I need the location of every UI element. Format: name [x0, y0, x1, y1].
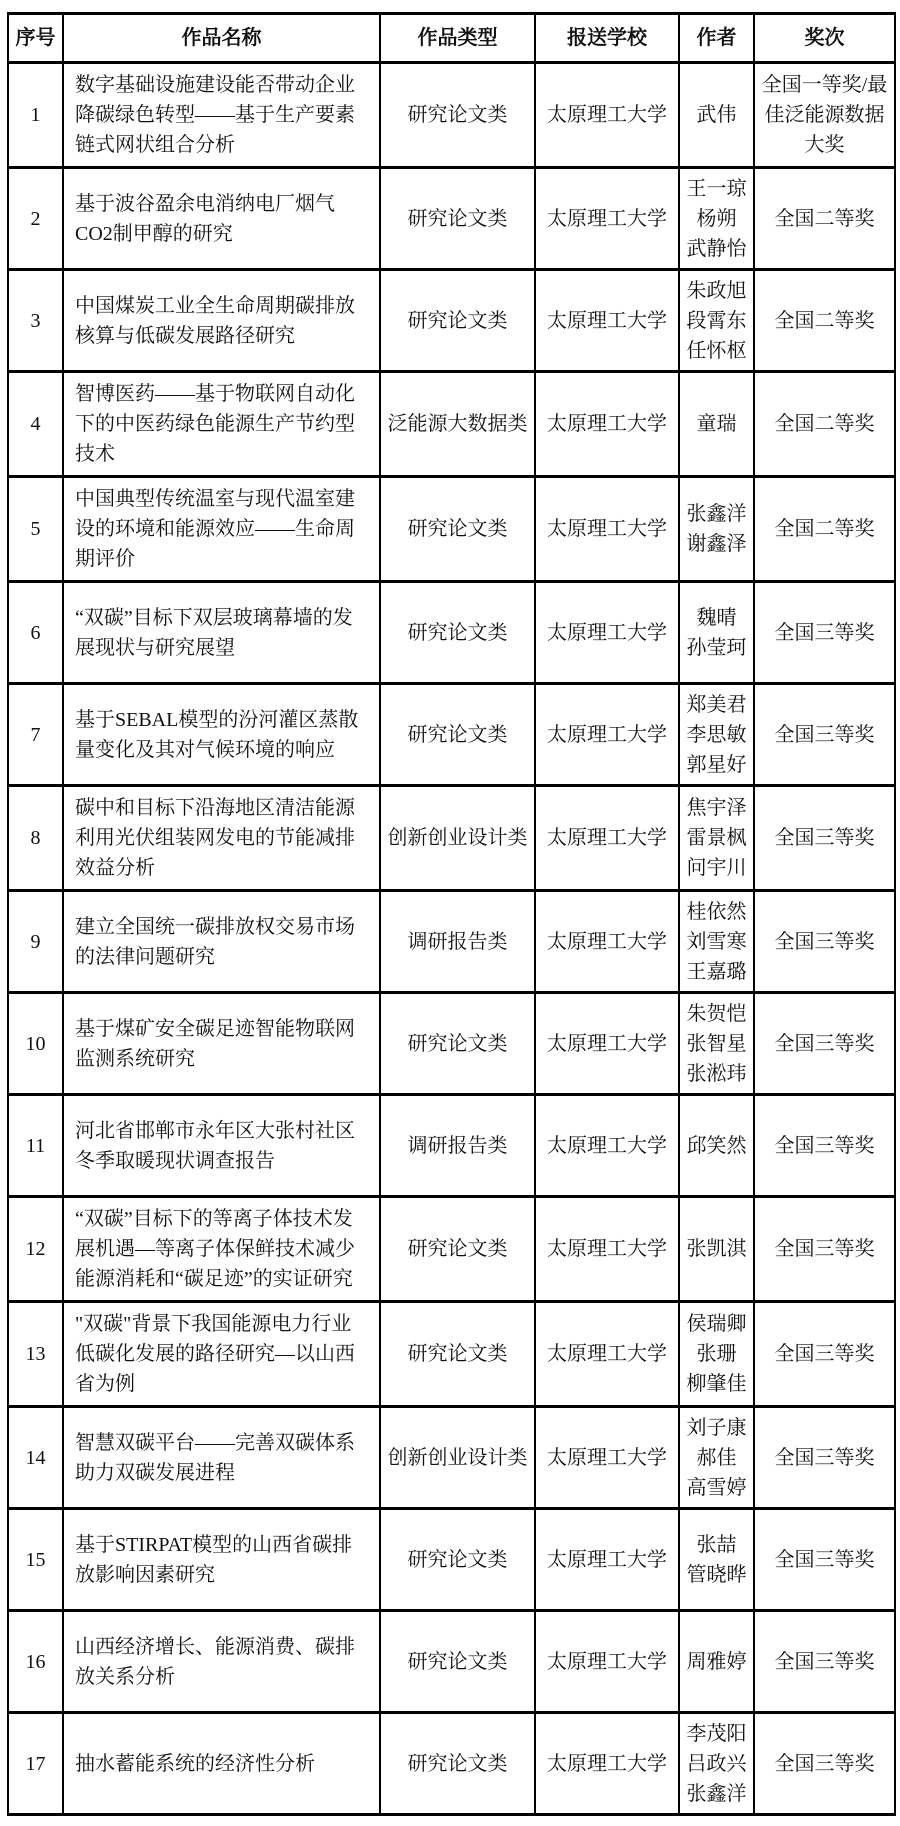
row-award: 全国三等奖: [754, 684, 895, 786]
row-type: 研究论文类: [380, 1197, 535, 1302]
row-type: 创新创业设计类: [380, 1407, 535, 1509]
row-title: 基于煤矿安全碳足迹智能物联网监测系统研究: [63, 993, 380, 1095]
table-row: [8, 1713, 895, 1815]
row-title: 智慧双碳平台——完善双碳体系助力双碳发展进程: [63, 1407, 380, 1509]
author-name: 刘子康: [686, 1416, 747, 1439]
author-name: 柳肇佳: [686, 1373, 747, 1395]
row-school: 太原理工大学: [535, 270, 679, 372]
row-type: 研究论文类: [380, 168, 535, 270]
table-row: [8, 1095, 895, 1197]
row-school: 太原理工大学: [535, 1611, 679, 1713]
row-title: “双碳”目标下的等离子体技术发展机遇—等离子体保鲜技术减少能源消耗和“碳足迹”的实证研究: [63, 1197, 380, 1302]
author-name: 张鑫洋: [686, 503, 747, 525]
row-award: 全国三等奖: [754, 1611, 895, 1713]
row-school: 太原理工大学: [535, 684, 679, 786]
table-row: [8, 1302, 895, 1407]
author-name: 朱贺恺: [686, 1002, 747, 1025]
row-no: 1: [8, 63, 63, 168]
row-no: 14: [8, 1407, 63, 1509]
row-title: “双碳”目标下双层玻璃幕墙的发展现状与研究展望: [63, 582, 380, 684]
row-no: 3: [8, 270, 63, 372]
author-name: 张智星: [686, 1032, 747, 1055]
row-type: 创新创业设计类: [380, 786, 535, 891]
table-row: [8, 1407, 895, 1509]
row-authors: [679, 63, 754, 168]
row-title: 河北省邯郸市永年区大张村社区冬季取暖现状调查报告: [63, 1095, 380, 1197]
header-no: 序号: [8, 14, 63, 63]
author-name: 吕政兴: [686, 1752, 747, 1775]
row-authors: [679, 1509, 754, 1611]
author-name: 侯瑞卿: [686, 1313, 747, 1335]
row-school: 太原理工大学: [535, 168, 679, 270]
author-name: 张凯淇: [686, 1238, 747, 1260]
author-name: 张鑫洋: [686, 1782, 747, 1805]
table-row: [8, 477, 895, 582]
row-authors: [679, 1713, 754, 1815]
header-type: 作品类型: [380, 14, 535, 63]
author-name: 任怀枢: [686, 339, 747, 362]
row-school: 太原理工大学: [535, 582, 679, 684]
row-authors: [679, 1302, 754, 1407]
row-type: 调研报告类: [380, 1095, 535, 1197]
author-name: 郑美君: [686, 693, 747, 716]
row-title: 智博医药——基于物联网自动化下的中医药绿色能源生产节约型技术: [63, 372, 380, 477]
row-school: 太原理工大学: [535, 1407, 679, 1509]
row-type: 研究论文类: [380, 1302, 535, 1407]
author-name: 雷景枫: [686, 827, 747, 849]
header-title: 作品名称: [63, 14, 380, 63]
table-row: [8, 1197, 895, 1302]
header-school: 报送学校: [535, 14, 679, 63]
row-no: 5: [8, 477, 63, 582]
author-name: 张珊: [696, 1343, 737, 1365]
row-school: 太原理工大学: [535, 477, 679, 582]
row-no: 12: [8, 1197, 63, 1302]
row-title: 建立全国统一碳排放权交易市场的法律问题研究: [63, 891, 380, 993]
row-award: 全国二等奖: [754, 477, 895, 582]
author-name: 张淞玮: [686, 1062, 747, 1085]
table-row: [8, 582, 895, 684]
row-authors: [679, 1611, 754, 1713]
author-name: 武静怡: [686, 237, 747, 260]
row-no: 9: [8, 891, 63, 993]
row-authors: [679, 1197, 754, 1302]
author-name: 谢鑫泽: [686, 533, 747, 555]
row-authors: [679, 993, 754, 1095]
header-author: 作者: [679, 14, 754, 63]
row-title: 碳中和目标下沿海地区清洁能源利用光伏组装网发电的节能减排效益分析: [63, 786, 380, 891]
row-authors: [679, 891, 754, 993]
author-name: 李茂阳: [686, 1722, 747, 1745]
table-row: [8, 63, 895, 168]
table-row: [8, 993, 895, 1095]
row-award: 全国三等奖: [754, 786, 895, 891]
row-authors: [679, 684, 754, 786]
author-name: 张喆: [696, 1533, 737, 1556]
row-title: 中国煤炭工业全生命周期碳排放核算与低碳发展路径研究: [63, 270, 380, 372]
author-name: 朱政旭: [686, 279, 747, 302]
row-type: 研究论文类: [380, 1611, 535, 1713]
row-no: 8: [8, 786, 63, 891]
row-type: 研究论文类: [380, 993, 535, 1095]
table-row: [8, 1611, 895, 1713]
row-authors: [679, 477, 754, 582]
row-school: 太原理工大学: [535, 993, 679, 1095]
row-type: 泛能源大数据类: [380, 372, 535, 477]
row-school: 太原理工大学: [535, 63, 679, 168]
author-name: 段霄东: [686, 309, 747, 332]
row-no: 10: [8, 993, 63, 1095]
row-type: 研究论文类: [380, 477, 535, 582]
author-name: 郝佳: [696, 1446, 737, 1469]
author-name: 李思敏: [686, 723, 747, 746]
row-school: 太原理工大学: [535, 1509, 679, 1611]
table-header: [8, 14, 895, 63]
row-award: 全国三等奖: [754, 1407, 895, 1509]
row-school: 太原理工大学: [535, 1302, 679, 1407]
row-authors: [679, 372, 754, 477]
row-no: 2: [8, 168, 63, 270]
author-name: 周雅婷: [686, 1650, 747, 1673]
row-title: 基于波谷盈余电消纳电厂烟气CO2制甲醇的研究: [63, 168, 380, 270]
row-school: 太原理工大学: [535, 1713, 679, 1815]
row-no: 15: [8, 1509, 63, 1611]
row-type: 研究论文类: [380, 63, 535, 168]
row-title: 基于SEBAL模型的汾河灌区蒸散量变化及其对气候环境的响应: [63, 684, 380, 786]
row-authors: [679, 1095, 754, 1197]
row-award: 全国二等奖: [754, 168, 895, 270]
row-no: 6: [8, 582, 63, 684]
author-name: 问宇川: [686, 857, 747, 879]
row-award: 全国三等奖: [754, 1713, 895, 1815]
row-type: 研究论文类: [380, 1509, 535, 1611]
row-title: 山西经济增长、能源消费、碳排放关系分析: [63, 1611, 380, 1713]
row-no: 4: [8, 372, 63, 477]
row-title: 抽水蓄能系统的经济性分析: [63, 1713, 380, 1815]
row-award: 全国三等奖: [754, 582, 895, 684]
row-no: 16: [8, 1611, 63, 1713]
author-name: 童瑞: [696, 413, 737, 435]
author-name: 刘雪寒: [686, 930, 747, 953]
author-name: 魏晴: [696, 606, 737, 629]
author-name: 邱笑然: [686, 1134, 747, 1157]
author-name: 孙莹珂: [686, 636, 747, 659]
row-award: 全国三等奖: [754, 1095, 895, 1197]
row-award: 全国三等奖: [754, 993, 895, 1095]
row-authors: [679, 786, 754, 891]
table-row: [8, 270, 895, 372]
header-award: 奖次: [754, 14, 895, 63]
row-title: 基于STIRPAT模型的山西省碳排放影响因素研究: [63, 1509, 380, 1611]
row-school: 太原理工大学: [535, 891, 679, 993]
row-award: 全国一等奖/最佳泛能源数据大奖: [754, 63, 895, 168]
row-award: 全国二等奖: [754, 372, 895, 477]
author-name: 王一琼: [686, 177, 747, 200]
row-award: 全国三等奖: [754, 1197, 895, 1302]
row-authors: [679, 168, 754, 270]
table-row: [8, 786, 895, 891]
row-type: 研究论文类: [380, 684, 535, 786]
table-body: [8, 63, 895, 1815]
table-row: [8, 168, 895, 270]
table-row: [8, 1509, 895, 1611]
author-name: 杨朔: [696, 207, 737, 230]
row-type: 研究论文类: [380, 270, 535, 372]
row-no: 13: [8, 1302, 63, 1407]
header-row: [8, 14, 895, 63]
row-authors: [679, 582, 754, 684]
row-no: 7: [8, 684, 63, 786]
row-no: 11: [8, 1095, 63, 1197]
row-school: 太原理工大学: [535, 372, 679, 477]
row-title: 数字基础设施建设能否带动企业降碳绿色转型——基于生产要素链式网状组合分析: [63, 63, 380, 168]
author-name: 管晓晔: [686, 1563, 747, 1586]
awards-table: [7, 12, 896, 1816]
row-award: 全国三等奖: [754, 1302, 895, 1407]
row-school: 太原理工大学: [535, 1197, 679, 1302]
table-row: [8, 372, 895, 477]
row-no: 17: [8, 1713, 63, 1815]
row-award: 全国二等奖: [754, 270, 895, 372]
author-name: 郭星好: [686, 753, 747, 776]
author-name: 武伟: [696, 104, 737, 126]
author-name: 桂依然: [686, 900, 747, 923]
table-row: [8, 891, 895, 993]
row-type: 调研报告类: [380, 891, 535, 993]
row-title: 中国典型传统温室与现代温室建设的环境和能源效应——生命周期评价: [63, 477, 380, 582]
author-name: 焦宇泽: [686, 797, 747, 819]
row-authors: [679, 1407, 754, 1509]
author-name: 王嘉璐: [686, 960, 747, 983]
row-school: 太原理工大学: [535, 1095, 679, 1197]
row-type: 研究论文类: [380, 582, 535, 684]
row-type: 研究论文类: [380, 1713, 535, 1815]
row-title: "双碳"背景下我国能源电力行业低碳化发展的路径研究—以山西省为例: [63, 1302, 380, 1407]
row-award: 全国三等奖: [754, 1509, 895, 1611]
row-award: 全国三等奖: [754, 891, 895, 993]
row-school: 太原理工大学: [535, 786, 679, 891]
table-row: [8, 684, 895, 786]
row-authors: [679, 270, 754, 372]
author-name: 高雪婷: [686, 1476, 747, 1499]
